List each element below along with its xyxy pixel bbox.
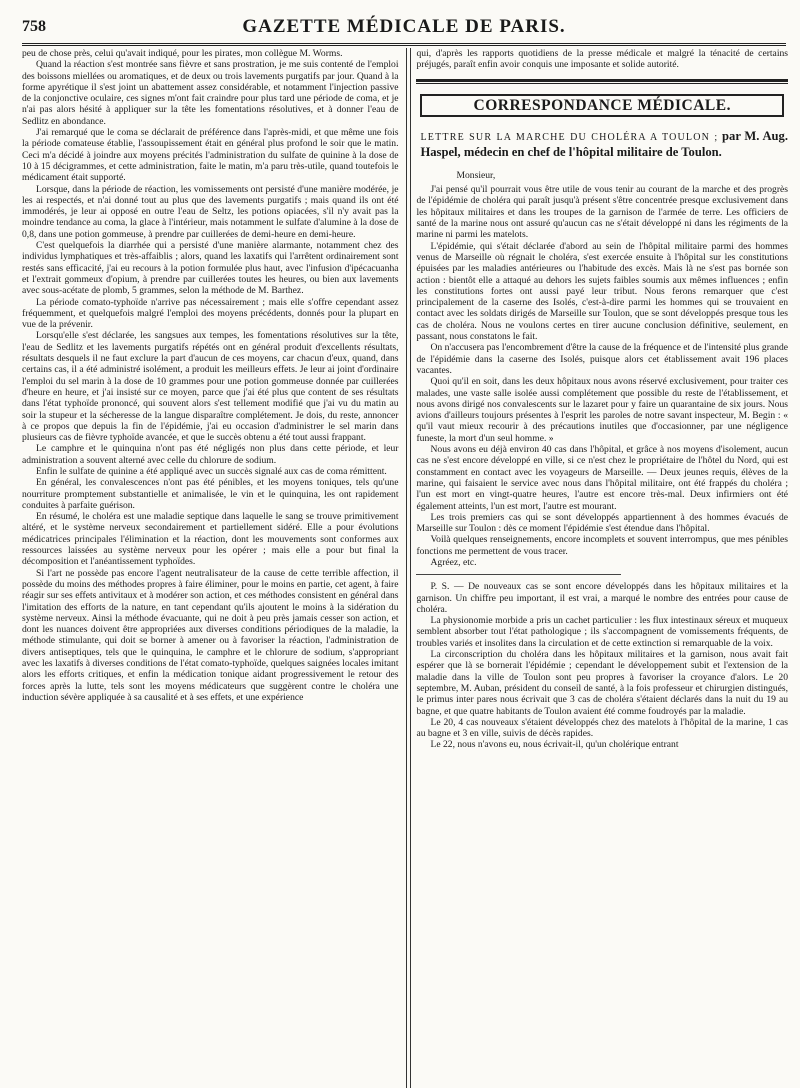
paragraph: Lorsqu'elle s'est déclarée, les sangsues aux tempes, les fomentations résolutives sur la tête, l'eau de Sedlitz et les lavements purgatifs répétés ont en général produit d'excellents résultats, résultats desquels il ne faut exclure la part d'aucun de ces moyens, car chacun d'eux, quand, dans certains cas, il a été administré isolément, a produit les meilleurs effets. Je leur ai joint d'ordinaire l'emploi du sel marin à la dose de 10 grammes pour une potion gommeuse donnée par cuillerées d'heure en heure, et j'ai insisté sur ce moyen, parce que j'ai été plus que content de ses résultats dans l'état typhoïde prononcé, qui souvent alors s'est tellement modifié que j'ai vu du matin au soir la stupeur et la sécheresse de la langue disparaître complétement. Je dois, du reste, annoncer à ce propos que depuis la fin de l'épidémie, j'ai eu occasion d'administrer le sel marin dans plusieurs cas de fièvre typhoïde avancée, et que le succès obtenu a été tout aussi frappant. bbox=[22, 330, 399, 444]
article-columns bbox=[22, 48, 788, 1088]
paragraph: Les trois premiers cas qui se sont développés appartiennent à des hommes évacués de Marseille sur Toulon : dès ce moment l'épidémie s'est étendue dans l'hôpital. bbox=[416, 511, 789, 535]
left-column bbox=[22, 48, 406, 1088]
section-heading: CORRESPONDANCE MÉDICALE. bbox=[420, 94, 784, 117]
paragraph: En résumé, le choléra est une maladie septique dans laquelle le sang se trouve primitivement altéré, et le système nerveux secondairement et partiellement sidéré. Elle a pour évolutions médicatrices principales l'élimination et la réaction, dont les mouvements sont conformes aux ressources laissées au système nerveux pour les opérer ; mais elle a pour but final la décomposition et l'anéantissement typhoïdes. bbox=[22, 511, 399, 568]
paragraph: C'est quelquefois la diarrhée qui a persisté d'une manière alarmante, notamment chez des individus lymphatiques et très-affaiblis ; alors, quand les laxatifs qui l'arrêtent ordinairement sont restés sans efficacité, j'ai eu recours à la potion formulée plus haut, avec l'infusion d'ipécacuanha et l'extrait gommeux d'opium, à prendre par cuillerées toutes les heures, ou bien aux lavements avec sous-acétate de plomb, 5 grammes, selon la méthode de M. Barthez. bbox=[22, 240, 399, 297]
postscript-paragraph: Le 20, 4 cas nouveaux s'étaient développés chez des matelots à l'hôpital de la marine, 1 cas au bagne et 3 en ville, suivis de décès rapides. bbox=[416, 716, 789, 740]
paragraph: Quand la réaction s'est montrée sans fièvre et sans prostration, je me suis contenté de l'emploi des boissons miellées ou aromatiques, et de deux ou trois lavements purgatifs par jour. Quand à la forme apyrétique il s'est joint un abattement assez considérable, et notamment l'injection passive de la conjonctive oculaire, ces signes m'ont fait craindre pour plus tard une période de coma, et je n'ai pas alors hésité à appliquer sur la tête les fomentations résolutives, et à donner l'eau de Sedlitz en abondance. bbox=[22, 59, 399, 127]
column-divider bbox=[406, 48, 412, 1088]
paragraph: En général, les convalescences n'ont pas été pénibles, et les moyens toniques, tels qu'une nourriture promptement substantielle et animalisée, le vin et le quinquina, les ont rapidement conduites à parfaite guérison. bbox=[22, 477, 399, 511]
paragraph: qui, d'après les rapports quotidiens de la presse médicale et malgré la ténacité de certains préjugés, paraît enfin avoir conquis une imposante et solide autorité. bbox=[416, 48, 789, 71]
postscript-paragraph: La physionomie morbide a pris un cachet particulier : les flux intestinaux séreux et muqueux semblent absorber tout l'état pathologique ; ils s'accompagnent de vomissements fréquents, de troubles variés et insolites dans la circulation et de cette extinction si remarquable de la voix. bbox=[416, 615, 789, 649]
paragraph: Si l'art ne possède pas encore l'agent neutralisateur de la cause de cette terrible affection, il possède du moins des méthodes propres à faire éliminer, pour le moins en partie, cet agent, à faire réagir sur ses effets antivitaux et à modérer son action, et ces méthodes consistent en général dans l'imitation des efforts de la nature, en tant cependant qu'ils ajoutent le moins à la sidération du système nerveux. Ainsi la méthode évacuante, qui ne doit à peu près jamais cesser son action, et dont les nuances doivent être appropriées aux diverses conditions périodiques de la maladie, la méthode stimulante, qui doit se borner à amener ou à favoriser la réaction, l'administration de divers antiseptiques, tels que le quinquina, le camphre et le chlorure de sodium, s'appropriant avec les laxatifs à diverses conditions de l'état comato-typhoïde, quelques saignées locales imitant alors les efforts critiques, et enfin la médication tonique aidant progressivement le retour des forces après la lutte, tels sont les moyens médicateurs que suggèrent contre le choléra une induction sévère appliquée à sa causalité et à ses effets, et une expérience bbox=[22, 567, 399, 703]
paragraph: La période comato-typhoïde n'arrive pas nécessairement ; mais elle s'offre cependant assez fréquemment, et quelquefois malgré l'emploi des moyens précédents, donnés pour la plupart en vue de la prévenir. bbox=[22, 296, 399, 331]
page-header bbox=[22, 14, 786, 46]
paragraph: On n'accusera pas l'encombrement d'être la cause de la fréquence et de l'intensité plus grande de l'épidémie dans la caserne des Isolés, puisque alors cet établissement avait 196 places vacantes. bbox=[416, 342, 789, 376]
right-column bbox=[416, 48, 788, 1088]
letter-title-author: par M. Aug. Haspel, médecin en chef de l'hôpital militaire de Toulon. bbox=[420, 128, 789, 159]
paragraph: Enfin le sulfate de quinine a été appliqué avec un succès signalé aux cas de coma rémittent. bbox=[36, 465, 387, 477]
paragraph: Nous avons eu déjà environ 40 cas dans l'hôpital, et grâce à nos moyens d'isolement, aucun cas ne s'est encore développé en ville, si ce n'est chez le propriétaire de l'hôtel du Nord, qui est constamment en contact avec les voyageurs de Marseille. — Deux jeunes requis, élèves de la marine, qui faisaient le service avec nous dans l'hôpital militaire, ont été frappés du choléra ; l'un est mort en vingt-quatre heures, l'autre est encore très-mal. Deux infirmiers ont été également atteints, l'un est mort, l'autre est mourant. bbox=[416, 444, 789, 512]
paragraph: L'épidémie, qui s'était déclarée d'abord au sein de l'hôpital militaire parmi des hommes venus de Marseille où régnait le choléra, s'est exercée ensuite à l'hôpital sur les constitutions épuisées par les maladies antérieures ou l'habitude des excès. Mais là ne s'est pas bornée son action : bientôt elle a attaqué au dehors les sujets faibles soumis aux mêmes influences ; enfin les constitutions fortes ont aussi payé leur tribut. Nous ferons remarquer que c'est principalement de la caserne des Isolés, c'est-à-dire parmi les hommes qui se trouvaient en contact avec les soldats dirigés de Marseille sur Toulon, que se sont développés presque tous les cas de choléra. Nous ne voulons certes en tirer aucune conclusion définitive, seulement, en passant, nous constatons le fait. bbox=[416, 240, 789, 343]
letter-title bbox=[416, 129, 788, 160]
paragraph: Quoi qu'il en soit, dans les deux hôpitaux nous avons réservé exclusivement, pour traiter ces malades, une vaste salle isolée aussi complétement que possible du reste de l'établissement, et nous avons dirigé nos convalescents sur le lazaret pour y faire un quarantaine de six jours. Nous avions d'ailleurs toujours présentes à l'esprit les paroles de notre savant inspecteur, M. Begin : « qu'il vaut mieux recourir à des précautions inutiles que d'occasionner, par une négligence funeste, la mort d'un seul homme. » bbox=[416, 376, 789, 444]
postscript-paragraph: Le 22, nous n'avons eu, nous écrivait-il, qu'un cholérique entrant bbox=[430, 739, 679, 751]
closing: Agréez, etc. bbox=[430, 556, 477, 568]
postscript-paragraph: P. S. — De nouveaux cas se sont encore développés dans les hôpitaux militaires et la garnison. Un chiffre peu important, il est vrai, a marqué le nombre des entrées pour cause de choléra. bbox=[416, 581, 789, 615]
postscript-rule bbox=[416, 574, 620, 575]
salutation: Monsieur, bbox=[456, 169, 496, 181]
paragraph: J'ai pensé qu'il pourrait vous être utile de vous tenir au courant de la marche et des progrès de l'épidémie de choléra qui paraît jusqu'à présent s'être concentrée presque exclusivement dans les hôpitaux militaires et dans les troupes de la garnison de l'armée de terre. Les officiers de santé de la marine nous ont assuré qu'aucun cas ne s'était développé ni dans les régiments de la marine ni parmi les matelots. bbox=[416, 184, 789, 241]
paragraph: Voilà quelques renseignements, encore incomplets et souvent interrompus, que mes pénibles fonctions me permettent de vous tracer. bbox=[416, 534, 789, 557]
paragraph: Lorsque, dans la période de réaction, les vomissements ont persisté d'une manière modérée, je les ai respectés, et n'ai donné tout au plus que des lavements purgatifs ; mais quand ils ont été immodérés, je leur ai opposé en outre l'eau de Seltz, les potions opiacées, s'il n'y avait pas la moindre tendance au coma, la glace à l'intérieur, mais notamment le sulfate d'alumine à la dose de 0,8, dans une potion gommeuse, à prendre par cuillerées de demi-heure en demi-heure. bbox=[22, 183, 399, 240]
publication-title: GAZETTE MÉDICALE DE PARIS. bbox=[242, 16, 566, 37]
section-rule bbox=[416, 79, 788, 84]
letter-title-lead: LETTRE SUR LA MARCHE DU CHOLÉRA A TOULON ; bbox=[420, 131, 719, 143]
paragraph: peu de chose près, celui qu'avait indiqué, pour les pirates, mon collègue M. Worms. bbox=[22, 48, 343, 59]
page-number: 758 bbox=[22, 18, 46, 35]
paragraph: Le camphre et le quinquina n'ont pas été négligés non plus dans cette période, et leur administration a souvent alterné avec celle du chlorure de sodium. bbox=[22, 443, 399, 466]
postscript-paragraph: La circonscription du choléra dans les hôpitaux militaires et la garnison, nous avait fait espérer que là se bornerait l'épidémie ; cependant le développement subit et l'extension de la maladie dans la ville de Toulon sont peu propres à favoriser la croyance d'alors. Le 20 septembre, M. Auban, président du conseil de santé, à la fois professeur et chirurgien distingués, le primus inter pares nous écrivait que 3 cas de choléra s'étaient déclarés dans la nuit du 19 au bagne, et que quatre habitants de Toulon avaient été comme foudroyés par la maladie. bbox=[416, 649, 789, 717]
paragraph: J'ai remarqué que le coma se déclarait de préférence dans l'après-midi, et que même une fois la période comateuse établie, l'assoupissement était en général plus profond le soir que le matin. Ceci m'a décidé à joindre aux moyens précités l'administration du sulfate de quinine à la dose de 10 à 15 décigrammes, et cette administration, faite le matin, m'a paru très-utile, quand toutefois le médicament était supporté. bbox=[22, 127, 399, 184]
